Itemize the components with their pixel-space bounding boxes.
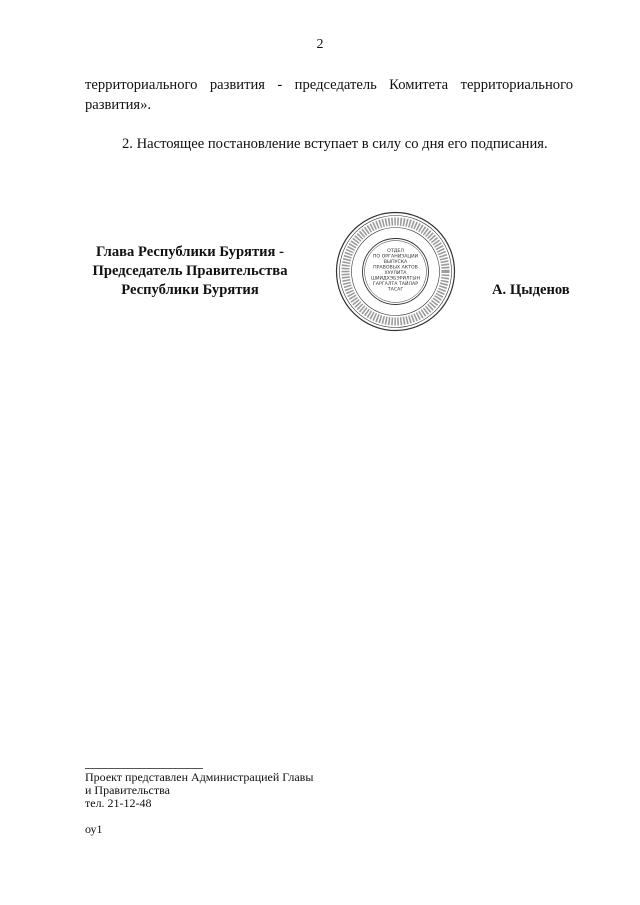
footnote-line-3: тел. 21-12-48 [85,796,152,810]
document-code: оу1 [85,822,103,836]
signatory-title-line-2: Председатель Правительства [92,263,288,279]
body-paragraph-2: 2. Настоящее постановление вступает в силу со дня его подписания. [122,136,548,152]
body-paragraph-1: территориального развития - председатель Комитета территориального развития». [85,77,573,113]
stamp-line-5: ХУУЛИТА [384,271,407,276]
footnote-divider [85,768,203,769]
stamp-line-3: ВЫПУСКА [383,260,408,265]
signatory-title-line-3: Республики Бурятия [121,282,259,298]
footnote [85,771,313,810]
footnote-line-2: и Правительства [85,783,170,797]
stamp-line-6: ШИИДХЭБЭРИЛГЫН [370,276,421,282]
stamp-line-2: ПО ОРГАНИЗАЦИИ [372,254,419,260]
footnote-line-1: Проект представлен Администрацией Главы [85,770,314,784]
signatory-title-line-1: Глава Республики Бурятия - [96,244,284,260]
signatory-title [78,243,302,300]
stamp-line-7: ГАРГАЛТА ТАЙЛАР [372,282,419,287]
signatory-name: А. Цыденов [492,282,570,298]
official-seal-stamp-icon [335,211,456,332]
stamp-line-8: ТАСАГ [387,287,404,293]
stamp-line-4: ПРАВОВЫХ АКТОВ [373,265,418,271]
page-number: 2 [316,37,324,52]
stamp-line-1: ОТДЕЛ [387,249,404,254]
